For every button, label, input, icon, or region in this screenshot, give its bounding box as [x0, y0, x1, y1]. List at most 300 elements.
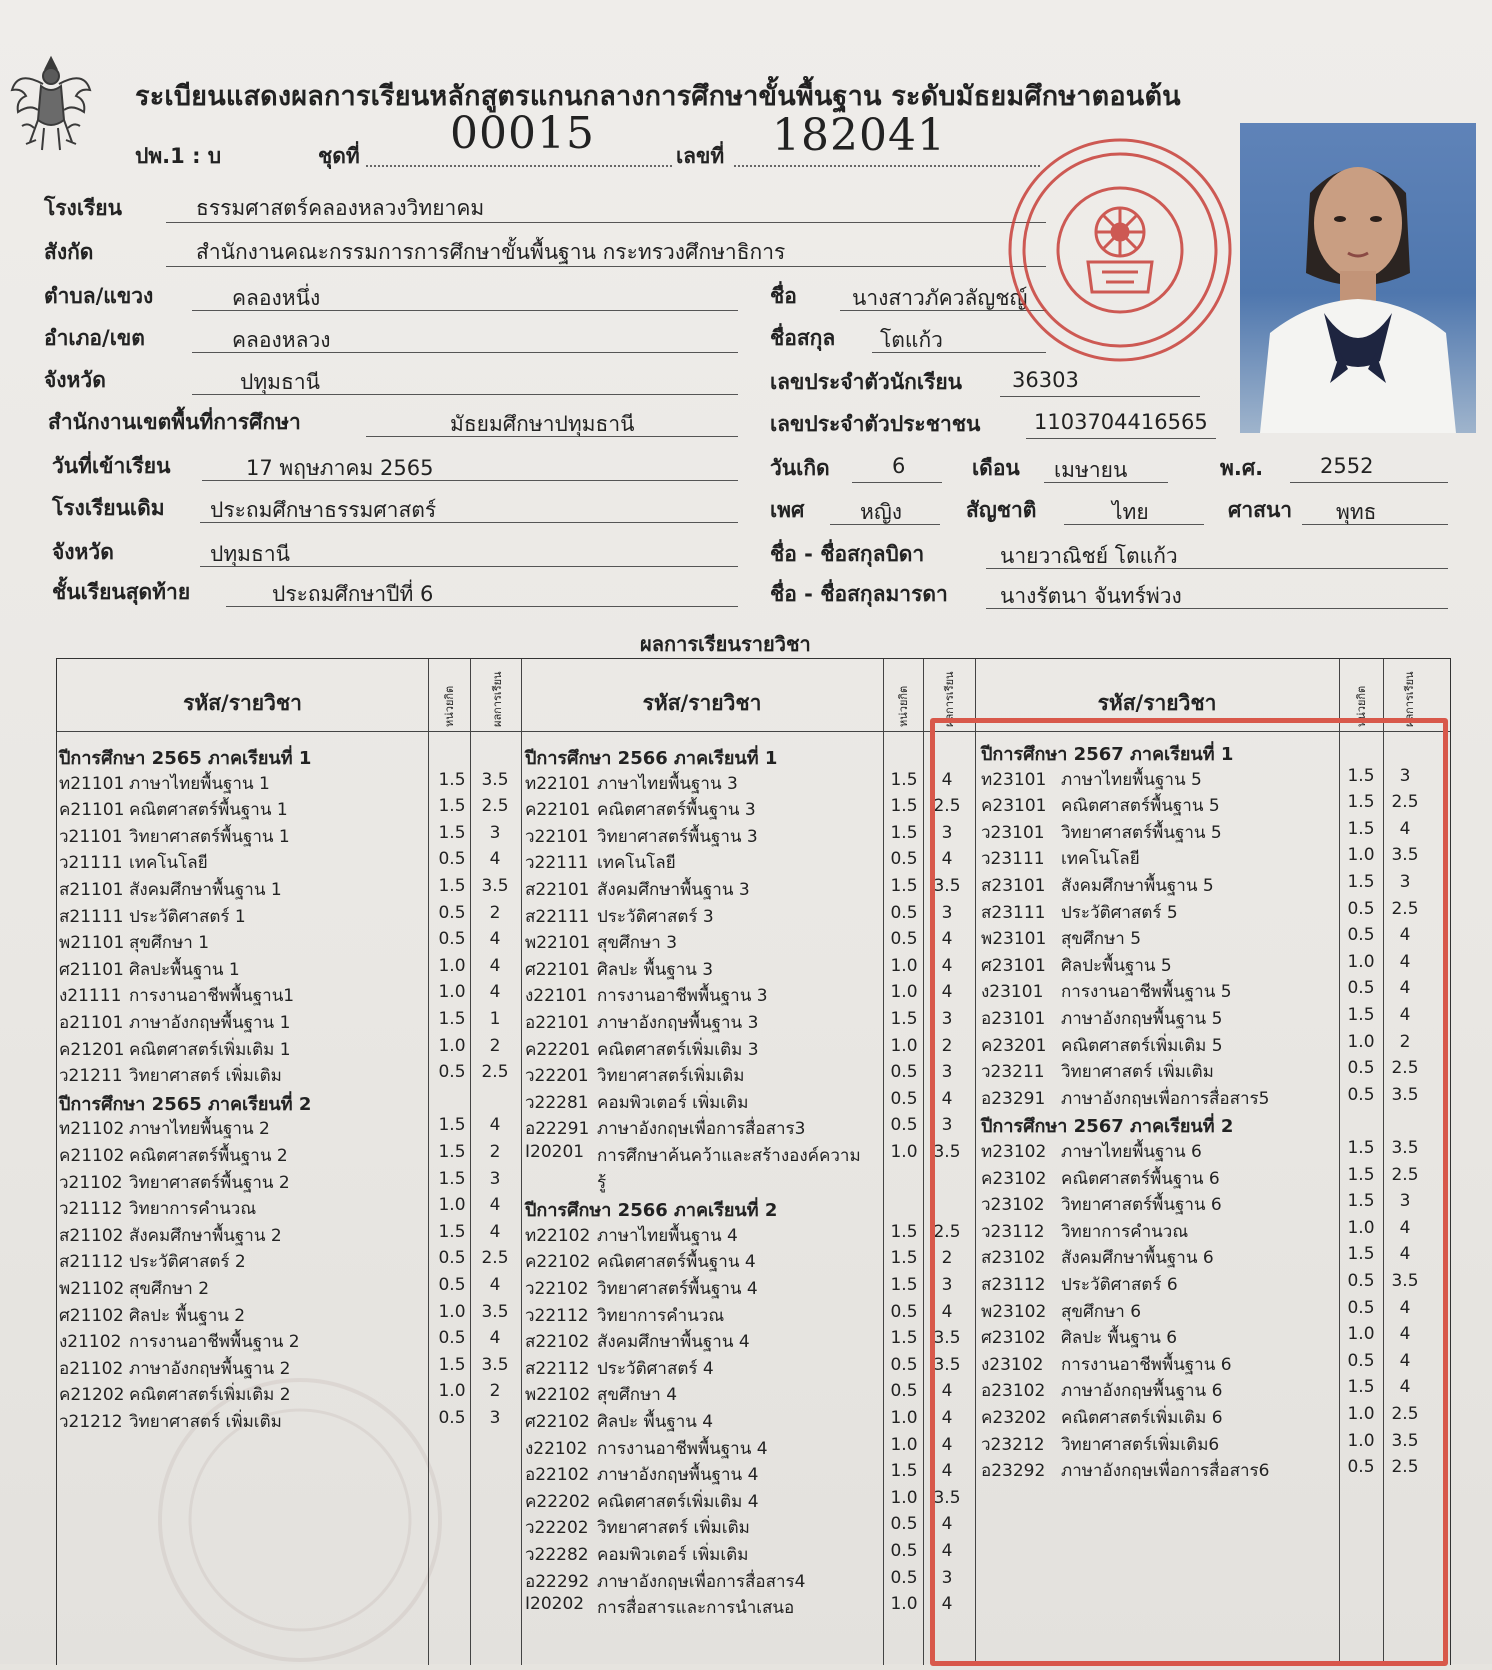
- subject-name: คณิตศาสตร์เพิ่มเติม 5: [1061, 1035, 1223, 1056]
- subject-code: ง21102: [59, 1332, 122, 1353]
- religion-underline: [1302, 524, 1448, 525]
- subject-grade: 3: [489, 1408, 501, 1428]
- subject-grade: 4: [489, 1115, 501, 1136]
- subject-grade: 3: [941, 822, 953, 843]
- subject-grade: 3: [489, 822, 501, 843]
- student-id-value: 36303: [1012, 368, 1079, 392]
- name-value: นางสาวภัควลัญชญ์: [852, 286, 1028, 310]
- subject-credit: 1.5: [438, 1009, 466, 1029]
- subject-credit: 1.0: [890, 982, 918, 1003]
- subject-grade: 4: [941, 1514, 953, 1535]
- subject-code: ว21111: [59, 853, 123, 874]
- subject-grade: 4: [941, 1381, 953, 1402]
- subject-grade: 3: [941, 1275, 953, 1295]
- subject-code: ค21101: [59, 800, 125, 821]
- subject-name: ศิลปะ พื้นฐาน 3: [597, 959, 714, 980]
- subject-grade: 2.5: [481, 1248, 509, 1269]
- subject-name: การศึกษาค้นคว้าและสร้างองค์ความ: [597, 1146, 861, 1166]
- subject-name: วิทยาศาสตร์พื้นฐาน 2: [129, 1172, 290, 1193]
- affiliation-underline: [166, 266, 1046, 267]
- subject-credit: 0.5: [890, 1514, 918, 1535]
- subject-name: สุขศึกษา 5: [1061, 929, 1142, 950]
- subject-grade: 4: [1399, 1350, 1411, 1371]
- subject-name: เทคโนโลยี: [129, 853, 208, 874]
- subject-name: วิทยาศาสตร์พื้นฐาน 5: [1061, 822, 1222, 843]
- grade-header: ผลการเรียน: [1403, 671, 1416, 727]
- subject-code: อ22101: [525, 1013, 590, 1033]
- sex-underline: [830, 524, 940, 525]
- subject-name: สังคมศึกษาพื้นฐาน 4: [597, 1332, 750, 1353]
- subject-credit: 0.5: [890, 902, 918, 923]
- subject-grade: 2: [489, 1381, 501, 1402]
- number-underline: [734, 165, 1040, 167]
- subject-name: คณิตศาสตร์พื้นฐาน 6: [1061, 1168, 1220, 1189]
- subject-credit: 1.5: [890, 769, 918, 790]
- citizen-id-value: 1103704416565: [1034, 410, 1208, 434]
- subject-grade: 2.5: [1391, 1058, 1419, 1079]
- subject-credit: 1.0: [1347, 951, 1375, 972]
- subject-code: อ22292: [525, 1571, 590, 1592]
- subject-credit: 1.5: [890, 822, 918, 843]
- subject-code: ค23201: [981, 1035, 1047, 1056]
- subject-name: การงานอาชีพพื้นฐาน 5: [1061, 982, 1232, 1003]
- subject-name: สุขศึกษา 1: [129, 933, 210, 954]
- subject-grade: 2.5: [481, 796, 509, 817]
- subject-grade: 2: [489, 1035, 501, 1056]
- subject-name: ภาษาไทยพื้นฐาน 4: [597, 1225, 738, 1246]
- subject-name: คอมพิวเตอร์ เพิ่มเติม: [597, 1092, 749, 1113]
- subject-code: ว21102: [59, 1172, 123, 1193]
- last-grade-underline: [226, 606, 738, 607]
- subject-name: สุขศึกษา 3: [597, 933, 678, 954]
- student-id-label: เลขประจำตัวนักเรียน: [770, 370, 963, 394]
- subject-grade: 4: [489, 982, 501, 1003]
- subject-grade: 1: [489, 1009, 501, 1029]
- subject-name: วิทยาศาสตร์ เพิ่มเติม: [1061, 1062, 1214, 1083]
- subject-grade: 3: [941, 902, 953, 923]
- subject-credit: 1.5: [438, 1142, 466, 1162]
- subject-grade: 3.5: [481, 876, 509, 896]
- grade-header: ผลการเรียน: [943, 671, 956, 727]
- subject-credit: 0.5: [1347, 898, 1375, 919]
- set-number: 00015: [450, 108, 595, 159]
- subject-grade: 4: [941, 955, 953, 976]
- subject-code: ง22101: [525, 986, 588, 1007]
- subject-name: ภาษาไทยพื้นฐาน 3: [597, 773, 738, 794]
- prev-province-value: ปทุมธานี: [210, 542, 290, 566]
- subject-credit: 0.5: [1347, 1350, 1375, 1371]
- subject-code: ศ21102: [59, 1305, 124, 1326]
- subject-credit: 1.5: [438, 1354, 466, 1375]
- subject-code: อ23102: [981, 1381, 1046, 1402]
- subject-name: การงานอาชีพพื้นฐาน 3: [597, 986, 768, 1007]
- subject-code: ว22112: [525, 1305, 589, 1326]
- subject-code: ค22102: [525, 1252, 591, 1273]
- subject-grade: 2: [941, 1035, 953, 1056]
- subject-credit: 1.5: [1347, 1005, 1375, 1025]
- subject-credit: 0.5: [890, 849, 918, 870]
- subject-grade: 4: [1399, 925, 1411, 946]
- subject-name: เทคโนโลยี: [597, 853, 676, 874]
- subject-name: สังคมศึกษาพื้นฐาน 1: [129, 880, 282, 900]
- enroll-underline: [202, 480, 738, 481]
- subject-code: ส23111: [981, 902, 1046, 923]
- subject-code: ท23101: [981, 769, 1047, 790]
- subject-grade: 3.5: [1391, 1271, 1419, 1291]
- prev-school-underline: [200, 522, 738, 523]
- subject-credit: 1.5: [890, 1009, 918, 1029]
- subject-code: ส23112: [981, 1275, 1046, 1295]
- subject-name: สุขศึกษา 2: [129, 1279, 210, 1299]
- subject-code: พ23102: [981, 1301, 1047, 1322]
- subject-grade: 4: [941, 849, 953, 870]
- student-photo: [1240, 123, 1476, 433]
- subject-credit: 1.5: [1347, 1244, 1375, 1265]
- subject-code: ว22111: [525, 853, 589, 874]
- subject-credit: 1.0: [438, 955, 466, 976]
- subject-name: วิทยาการคำนวณ: [597, 1305, 725, 1326]
- subject-code: อ21101: [59, 1013, 124, 1033]
- subject-code: I20201: [525, 1142, 585, 1162]
- subject-name: วิทยาศาสตร์ เพิ่มเติม: [597, 1518, 750, 1539]
- subject-code: ท21101: [59, 773, 125, 794]
- col3-header: รหัส/รายวิชา: [1097, 691, 1217, 715]
- subject-grade: 4: [1399, 1005, 1411, 1025]
- subject-name: การงานอาชีพพื้นฐาน 6: [1061, 1354, 1232, 1375]
- subject-grade: 4: [941, 1434, 953, 1455]
- subject-name: คณิตศาสตร์พื้นฐาน 1: [129, 800, 288, 821]
- subject-grade: 4: [489, 849, 501, 870]
- subject-credit: 1.0: [438, 1381, 466, 1402]
- document-title: ระเบียนแสดงผลการเรียนหลักสูตรแกนกลางการศึกษาขั้นพื้นฐาน ระดับมัธยมศึกษาตอนต้น: [135, 81, 1181, 112]
- subject-name: ภาษาไทยพื้นฐาน 1: [129, 773, 270, 794]
- subject-credit: 1.0: [438, 1301, 466, 1322]
- subject-grade: 4: [941, 1088, 953, 1109]
- subject-credit: 0.5: [1347, 1297, 1375, 1318]
- father-underline: [986, 568, 1448, 569]
- subject-credit: 1.0: [1347, 1324, 1375, 1345]
- subject-credit: 1.5: [1347, 872, 1375, 892]
- school-seal-stamp-icon: [1002, 132, 1238, 368]
- subject-grade: 4: [1399, 1217, 1411, 1238]
- subject-code: อ23292: [981, 1461, 1046, 1482]
- subject-code: ค22202: [525, 1491, 591, 1512]
- father-label: ชื่อ - ชื่อสกุลบิดา: [770, 542, 925, 566]
- subject-credit: 1.5: [890, 1248, 918, 1269]
- subject-grade: 4: [489, 929, 501, 950]
- subject-code: ศ22101: [525, 959, 590, 980]
- grade-header: ผลการเรียน: [491, 671, 504, 727]
- prev-school-value: ประถมศึกษาธรรมศาสตร์: [210, 498, 437, 522]
- mother-label: ชื่อ - ชื่อสกุลมารดา: [770, 582, 948, 606]
- subject-name: สังคมศึกษาพื้นฐาน 3: [597, 880, 750, 900]
- mother-underline: [986, 608, 1448, 609]
- subject-name: คณิตศาสตร์เพิ่มเติม 1: [129, 1039, 291, 1060]
- subject-credit: 0.5: [890, 1301, 918, 1322]
- set-underline: [366, 165, 672, 167]
- birth-day: 6: [892, 454, 906, 478]
- subject-name: ภาษาอังกฤษพื้นฐาน 5: [1061, 1009, 1223, 1029]
- subject-code: ค23101: [981, 796, 1047, 817]
- subject-grade: 4: [489, 1195, 501, 1216]
- subject-grade: 3: [489, 1168, 501, 1189]
- subject-grade: 4: [941, 1461, 953, 1482]
- subject-code: ว21101: [59, 826, 123, 847]
- subject-name: ภาษาอังกฤษพื้นฐาน 4: [597, 1465, 759, 1486]
- subject-grade: 3.5: [481, 1354, 509, 1375]
- subject-grade: 2.5: [1391, 898, 1419, 919]
- subject-name: สุขศึกษา 4: [597, 1385, 678, 1406]
- subject-name: ภาษาอังกฤษพื้นฐาน 3: [597, 1013, 759, 1033]
- subject-credit: 0.5: [438, 902, 466, 923]
- subject-name: คณิตศาสตร์เพิ่มเติม 6: [1061, 1408, 1223, 1428]
- subject-grade: 3: [941, 1062, 953, 1083]
- father-value: นายวาณิชย์ โตแก้ว: [1000, 544, 1178, 568]
- surname-label: ชื่อสกุล: [770, 326, 836, 350]
- form-label: ปพ.1 : บ: [135, 144, 222, 168]
- birth-year-underline: [1290, 482, 1448, 483]
- subject-code: ส22101: [525, 880, 590, 900]
- subject-code: ว23112: [981, 1221, 1045, 1242]
- subject-credit: 1.5: [438, 876, 466, 896]
- semester-label: ปีการศึกษา 2565 ภาคเรียนที่ 2: [59, 1093, 312, 1115]
- year-label: พ.ศ.: [1220, 456, 1264, 480]
- subject-code: ส23101: [981, 876, 1046, 896]
- subject-grade: 3: [941, 1115, 953, 1136]
- subject-credit: 1.5: [438, 822, 466, 843]
- subject-code: พ21101: [59, 933, 125, 954]
- subject-credit: 0.5: [890, 1088, 918, 1109]
- subject-name: เทคโนโลยี: [1061, 849, 1140, 870]
- subject-credit: 1.5: [438, 769, 466, 790]
- subject-name: วิทยาศาสตร์พื้นฐาน 6: [1061, 1195, 1222, 1216]
- subject-name: วิทยาการคำนวณ: [129, 1199, 257, 1220]
- subject-name: ศิลปะ พื้นฐาน 6: [1061, 1328, 1178, 1349]
- subject-code: ศ23101: [981, 955, 1046, 976]
- subject-code: ค22201: [525, 1039, 591, 1060]
- subject-credit: 0.5: [890, 1115, 918, 1136]
- subject-name: สังคมศึกษาพื้นฐาน 6: [1061, 1248, 1214, 1269]
- subject-credit: 0.5: [890, 1541, 918, 1561]
- subject-grade: 3: [1399, 872, 1411, 892]
- number-label: เลขที่: [676, 144, 725, 168]
- subject-code: ค21201: [59, 1039, 125, 1060]
- subject-credit: 1.0: [890, 1408, 918, 1428]
- subject-grade: 4: [489, 1275, 501, 1295]
- subject-name: วิทยาศาสตร์พื้นฐาน 4: [597, 1279, 758, 1299]
- subject-code: ง22102: [525, 1438, 588, 1459]
- subject-name: คณิตศาสตร์พื้นฐาน 4: [597, 1252, 756, 1273]
- prev-school-label: โรงเรียนเดิม: [52, 496, 165, 520]
- subject-grade: 2: [1399, 1031, 1411, 1052]
- student-id-underline: [1000, 396, 1200, 397]
- student-portrait-icon: [1240, 123, 1476, 433]
- subject-code: ง23102: [981, 1354, 1044, 1375]
- semester-label: ปีการศึกษา 2567 ภาคเรียนที่ 1: [981, 744, 1234, 765]
- subject-grade: 3.5: [481, 1301, 509, 1322]
- subject-name: ภาษาไทยพื้นฐาน 2: [129, 1119, 270, 1140]
- subject-grade: 3.5: [933, 1328, 961, 1349]
- subject-code: I20202: [525, 1594, 585, 1615]
- subject-grade: 2: [489, 1142, 501, 1162]
- subject-code: ค21202: [59, 1385, 125, 1406]
- subject-grade: 2.5: [933, 796, 961, 817]
- subject-code: ว21112: [59, 1199, 123, 1220]
- subject-name: ประวัติศาสตร์ 5: [1061, 902, 1178, 923]
- subject-name: ศิลปะ พื้นฐาน 4: [597, 1412, 714, 1432]
- subject-credit: 1.5: [1347, 1377, 1375, 1398]
- subject-code: ท22102: [525, 1225, 591, 1246]
- district-underline: [192, 352, 738, 353]
- subject-code: ว23102: [981, 1195, 1045, 1216]
- subject-name: วิทยาการคำนวณ: [1061, 1221, 1189, 1242]
- subject-name: ประวัติศาสตร์ 4: [597, 1358, 714, 1379]
- subject-credit: 1.0: [1347, 845, 1375, 866]
- subject-credit: 1.0: [890, 1434, 918, 1455]
- surname-value: โตแก้ว: [880, 328, 943, 352]
- subject-grade: 2.5: [1391, 1404, 1419, 1424]
- subject-credit: 1.5: [1347, 765, 1375, 786]
- subject-credit: 0.5: [1347, 925, 1375, 946]
- birth-year: 2552: [1320, 454, 1374, 478]
- subject-credit: 1.5: [890, 1461, 918, 1482]
- subject-credit: 0.5: [438, 1328, 466, 1349]
- subject-grade: 3.5: [1391, 1084, 1419, 1105]
- area-underline: [366, 436, 738, 437]
- credit-header: หน่วยกิต: [443, 685, 456, 727]
- sex-label: เพศ: [770, 498, 805, 522]
- subject-credit: 0.5: [438, 1248, 466, 1269]
- semester-label: ปีการศึกษา 2565 ภาคเรียนที่ 1: [59, 748, 312, 769]
- subject-grade: 3: [941, 1009, 953, 1029]
- subject-credit: 1.5: [438, 1221, 466, 1242]
- subject-code: ส23102: [981, 1248, 1046, 1269]
- subject-grade: 2.5: [1391, 792, 1419, 813]
- subject-grade: 3.5: [933, 1354, 961, 1375]
- subject-code: ส21102: [59, 1225, 124, 1246]
- subject-code: ศ21101: [59, 959, 124, 980]
- subject-name: คณิตศาสตร์เพิ่มเติม 3: [597, 1039, 759, 1060]
- col1-header: รหัส/รายวิชา: [183, 691, 302, 715]
- subject-credit: 0.5: [438, 1062, 466, 1083]
- subject-code: ส22112: [525, 1358, 590, 1379]
- subject-name: ภาษาไทยพื้นฐาน 5: [1061, 769, 1202, 790]
- subject-code: พ22101: [525, 933, 591, 954]
- area-value: มัธยมศึกษาปทุมธานี: [450, 412, 635, 436]
- birth-month: เมษายน: [1054, 458, 1128, 482]
- subject-name: สังคมศึกษาพื้นฐาน 5: [1061, 876, 1214, 896]
- subject-name: คณิตศาสตร์เพิ่มเติม 2: [129, 1385, 291, 1406]
- subject-grade: 4: [941, 1594, 953, 1615]
- subject-credit: 0.5: [890, 1354, 918, 1375]
- subject-name: ประวัติศาสตร์ 1: [129, 906, 246, 927]
- subject-name: วิทยาศาสตร์ เพิ่มเติม: [129, 1066, 282, 1087]
- subject-name: คณิตศาสตร์พื้นฐาน 2: [129, 1146, 288, 1166]
- subdistrict-value: คลองหนึ่ง: [232, 286, 321, 310]
- subject-grade: 3.5: [1391, 845, 1419, 866]
- subject-name: การงานอาชีพพื้นฐาน 4: [597, 1438, 768, 1459]
- last-grade-label: ชั้นเรียนสุดท้าย: [52, 580, 191, 604]
- citizen-id-underline: [1026, 438, 1216, 439]
- subject-name: คณิตศาสตร์พื้นฐาน 5: [1061, 796, 1220, 817]
- school-value: ธรรมศาสตร์คลองหลวงวิทยาคม: [196, 196, 485, 220]
- subject-code: ท23102: [981, 1142, 1047, 1162]
- subject-grade: 4: [489, 1328, 501, 1349]
- subject-credit: 0.5: [890, 929, 918, 950]
- subject-name: ภาษาอังกฤษเพื่อการสื่อสาร4: [597, 1571, 806, 1592]
- birth-label: วันเกิด: [770, 456, 830, 480]
- subject-name: ศิลปะ พื้นฐาน 2: [129, 1305, 246, 1326]
- subject-credit: 1.5: [1347, 1138, 1375, 1158]
- subject-code: ง23101: [981, 982, 1044, 1003]
- affiliation-label: สังกัด: [44, 240, 94, 264]
- subject-grade: 4: [941, 769, 953, 790]
- subject-code: ส21101: [59, 880, 124, 900]
- subject-name: ภาษาอังกฤษเพื่อการสื่อสาร3: [597, 1119, 806, 1140]
- subject-grade: 2: [941, 1248, 953, 1269]
- subject-grade: 3.5: [933, 876, 961, 896]
- subject-code: ว21211: [59, 1066, 123, 1087]
- subject-credit: 1.0: [890, 1035, 918, 1056]
- subject-code: อ23101: [981, 1009, 1046, 1029]
- subject-code: อ21102: [59, 1358, 124, 1379]
- subject-grade: 4: [941, 1301, 953, 1322]
- religion-value: พุทธ: [1336, 500, 1377, 524]
- subject-grade: 4: [941, 1541, 953, 1561]
- prev-province-label: จังหวัด: [52, 540, 114, 564]
- mother-value: นางรัตนา จันทร์พ่วง: [1000, 584, 1182, 608]
- subdistrict-label: ตำบล/แขวง: [44, 284, 154, 308]
- subject-code: ส21112: [59, 1252, 124, 1273]
- subject-grade: 3.5: [1391, 1138, 1419, 1158]
- subject-code: ท21102: [59, 1119, 125, 1140]
- enroll-label: วันที่เข้าเรียน: [52, 454, 171, 478]
- subject-credit: 1.0: [1347, 1031, 1375, 1052]
- subject-credit: 1.0: [890, 1594, 918, 1615]
- enroll-value: 17 พฤษภาคม 2565: [246, 456, 434, 480]
- subject-grade: 3.5: [1391, 1430, 1419, 1451]
- subject-code: ส22102: [525, 1332, 590, 1353]
- semester-label: ปีการศึกษา 2566 ภาคเรียนที่ 2: [525, 1200, 778, 1222]
- subject-name: วิทยาศาสตร์เพิ่มเติม: [597, 1066, 745, 1087]
- district-label: อำเภอ/เขต: [44, 326, 145, 350]
- subject-code: ว23211: [981, 1062, 1045, 1083]
- province-value: ปทุมธานี: [240, 370, 320, 394]
- subject-code: พ22102: [525, 1385, 591, 1406]
- subject-name: คณิตศาสตร์พื้นฐาน 3: [597, 800, 756, 821]
- last-grade-value: ประถมศึกษาปีที่ 6: [272, 582, 434, 606]
- subject-credit: 0.5: [438, 849, 466, 870]
- highlight-box: [930, 718, 1448, 1666]
- subject-credit: 1.5: [1347, 818, 1375, 839]
- subject-code: ว23212: [981, 1434, 1045, 1455]
- subject-grade: 4: [1399, 818, 1411, 839]
- name-label: ชื่อ: [770, 284, 797, 308]
- subject-name: ศิลปะพื้นฐาน 5: [1061, 955, 1172, 976]
- sex-value: หญิง: [860, 500, 902, 524]
- religion-label: ศาสนา: [1228, 498, 1293, 522]
- subject-credit: 0.5: [1347, 1271, 1375, 1291]
- subject-credit: 0.5: [1347, 978, 1375, 999]
- subject-code: ท22101: [525, 773, 591, 794]
- subject-grade: 4: [489, 955, 501, 976]
- col2-header: รหัส/รายวิชา: [642, 691, 762, 715]
- subject-credit: 1.0: [1347, 1217, 1375, 1238]
- subject-credit: 0.5: [890, 1381, 918, 1402]
- subject-name: การงานอาชีพพื้นฐาน 2: [129, 1332, 300, 1353]
- semester-label: ปีการศึกษา 2566 ภาคเรียนที่ 1: [525, 748, 778, 769]
- citizen-id-label: เลขประจำตัวประชาชน: [770, 412, 981, 436]
